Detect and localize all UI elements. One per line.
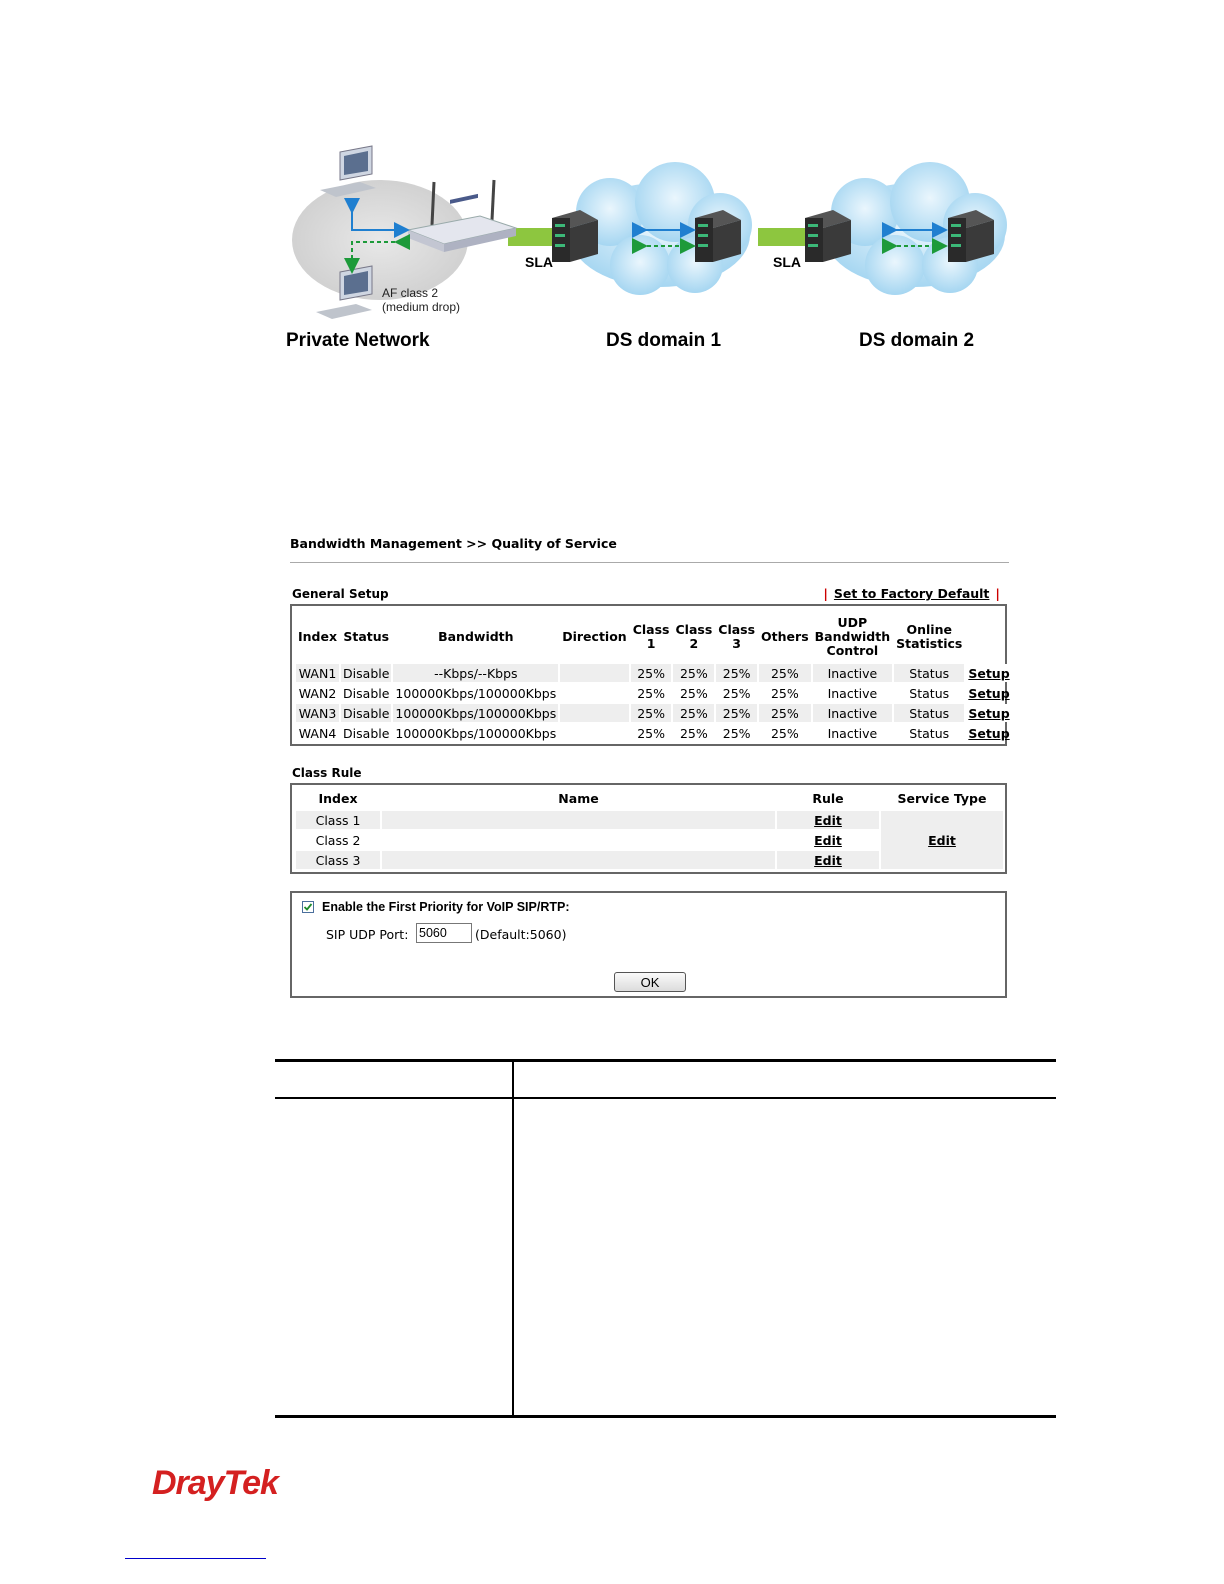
cell-setup — [966, 724, 1011, 742]
cell-index: WAN1 — [296, 664, 339, 682]
diagram-graphic — [280, 140, 1040, 360]
sla-label-left: SLA — [525, 254, 553, 270]
setup-link[interactable]: Setup — [968, 685, 1010, 701]
cell-class-1: 25% — [637, 685, 665, 701]
cell-index: Class 2 — [315, 832, 361, 848]
class-rule-title: Class Rule — [292, 766, 362, 780]
cell-others: 25% — [770, 685, 799, 701]
header-name: Name — [558, 791, 599, 806]
server-icon — [948, 210, 994, 262]
header-direction: Direction — [562, 629, 627, 644]
cell-name — [382, 851, 775, 869]
service-type-edit-link[interactable]: Edit — [928, 832, 956, 848]
cell-index: WAN2 — [298, 685, 337, 701]
cell-class-3: 25% — [716, 664, 757, 682]
cell-index: Class 3 — [296, 851, 380, 869]
cell-others: 25% — [759, 704, 811, 722]
rule-edit-link[interactable]: Edit — [814, 812, 842, 828]
cell-setup — [966, 684, 1011, 702]
cell-class-1: 25% — [631, 664, 672, 682]
cell-udp-control: Inactive — [827, 685, 878, 701]
cell-others: 25% — [770, 725, 799, 741]
cell-class-2: 25% — [679, 725, 708, 741]
cell-online-stats: Status — [894, 664, 964, 682]
footer-link-underline — [125, 1558, 266, 1559]
factory-default-area — [817, 586, 1006, 601]
computer-icon — [320, 146, 376, 197]
af-class-line-1: AF class 2 — [382, 286, 439, 300]
header-others: Others — [761, 629, 809, 644]
server-icon — [695, 210, 741, 262]
separator: | — [823, 586, 828, 601]
cell-direction — [560, 724, 628, 742]
cell-bandwidth: --Kbps/--Kbps — [393, 664, 558, 682]
cell-direction — [560, 664, 628, 682]
sip-udp-port-default: (Default:5060) — [475, 927, 567, 942]
af-class-label — [382, 286, 460, 314]
table-row — [296, 664, 1012, 682]
cell-index: WAN4 — [298, 725, 337, 741]
cell-service-type — [881, 811, 1003, 869]
cell-status: Disable — [343, 705, 390, 721]
cell-rule — [777, 831, 879, 849]
header-class-1: Class 1 — [632, 622, 670, 651]
server-icon — [552, 210, 598, 262]
cell-status: Disable — [343, 685, 390, 701]
rule-edit-link[interactable]: Edit — [814, 852, 842, 868]
draytek-logo: DrayTek — [152, 1464, 278, 1502]
cell-status: Disable — [343, 725, 390, 741]
ds-domain-1-label: DS domain 1 — [606, 330, 722, 351]
sla-label-right: SLA — [773, 254, 801, 270]
cell-others: 25% — [759, 664, 811, 682]
cell-class-3: 25% — [716, 704, 757, 722]
cell-class-1: 25% — [631, 704, 672, 722]
ds-domain-2-label: DS domain 2 — [859, 330, 975, 351]
ok-button[interactable]: OK — [614, 972, 686, 992]
cell-class-3: 25% — [722, 725, 751, 741]
table-row — [296, 811, 1003, 829]
cell-udp-control: Inactive — [813, 664, 892, 682]
doc-table-top-rule — [275, 1059, 1056, 1062]
cell-class-2: 25% — [679, 685, 708, 701]
set-to-factory-default-link[interactable]: Set to Factory Default — [833, 586, 990, 601]
af-class-line-2: (medium drop) — [382, 300, 461, 314]
general-setup-table — [294, 610, 1014, 744]
cell-class-1: 25% — [637, 725, 665, 741]
cell-setup — [966, 704, 1011, 722]
cell-rule — [777, 851, 879, 869]
cell-class-2: 25% — [673, 704, 714, 722]
cell-name — [382, 831, 775, 849]
breadcrumb: Bandwidth Management >> Quality of Service — [290, 536, 617, 551]
setup-link[interactable]: Setup — [968, 705, 1010, 721]
header-online-statistics: Online Statistics — [896, 622, 963, 651]
voip-priority-box — [290, 891, 1007, 998]
table-row — [296, 724, 1012, 742]
cell-udp-control: Inactive — [827, 725, 878, 741]
separator: | — [995, 586, 1000, 601]
header-rule: Rule — [812, 791, 844, 806]
table-row — [296, 684, 1012, 702]
header-bandwidth: Bandwidth — [438, 629, 514, 644]
header-service-type: Service Type — [897, 791, 987, 806]
doc-table-column-divider — [512, 1059, 514, 1417]
general-setup-title: General Setup — [292, 587, 389, 601]
doc-table-bottom-rule — [275, 1415, 1056, 1418]
cell-index: WAN3 — [296, 704, 339, 722]
sip-udp-port-label: SIP UDP Port: — [326, 927, 409, 942]
checkmark-icon — [303, 902, 313, 912]
setup-link[interactable]: Setup — [968, 725, 1010, 741]
cell-status: Disable — [343, 665, 390, 681]
header-class-3: Class 3 — [718, 622, 756, 651]
header-status: Status — [343, 629, 390, 644]
qos-network-diagram — [280, 140, 1040, 360]
cell-bandwidth: 100000Kbps/100000Kbps — [395, 685, 557, 701]
cell-direction — [560, 684, 628, 702]
cell-rule — [777, 811, 879, 829]
cell-direction — [560, 704, 628, 722]
setup-link[interactable]: Setup — [968, 665, 1010, 681]
cell-online-stats: Status — [894, 704, 964, 722]
cell-class-2: 25% — [673, 664, 714, 682]
cell-class-3: 25% — [722, 685, 751, 701]
cell-name — [382, 811, 775, 829]
cell-online-stats: Status — [909, 685, 950, 701]
header-class-2: Class 2 — [675, 622, 713, 651]
cell-bandwidth: 100000Kbps/100000Kbps — [395, 705, 557, 721]
general-setup-table-box — [290, 604, 1010, 746]
header-index: Index — [318, 791, 358, 806]
cell-online-stats: Status — [909, 725, 950, 741]
header-udp-bandwidth-control: UDP Bandwidth Control — [814, 615, 891, 658]
header-index: Index — [298, 629, 338, 644]
voip-priority-checkbox[interactable] — [302, 901, 314, 913]
header-setup — [966, 612, 1011, 662]
cell-udp-control: Inactive — [813, 704, 892, 722]
private-network-label: Private Network — [286, 330, 430, 351]
table-row — [296, 704, 1012, 722]
class-rule-table-box — [290, 783, 1007, 874]
voip-priority-label: Enable the First Priority for VoIP SIP/RTP: — [322, 900, 570, 914]
sla-link-right — [758, 228, 810, 246]
sip-udp-port-input[interactable] — [416, 923, 472, 943]
server-icon — [805, 210, 851, 262]
class-rule-table — [294, 787, 1005, 871]
cell-bandwidth: 100000Kbps/100000Kbps — [395, 725, 557, 741]
header-divider — [290, 562, 1009, 563]
doc-table-header-rule — [275, 1097, 1056, 1099]
rule-edit-link[interactable]: Edit — [814, 832, 842, 848]
cell-index: Class 1 — [296, 811, 380, 829]
cell-setup — [966, 664, 1011, 682]
